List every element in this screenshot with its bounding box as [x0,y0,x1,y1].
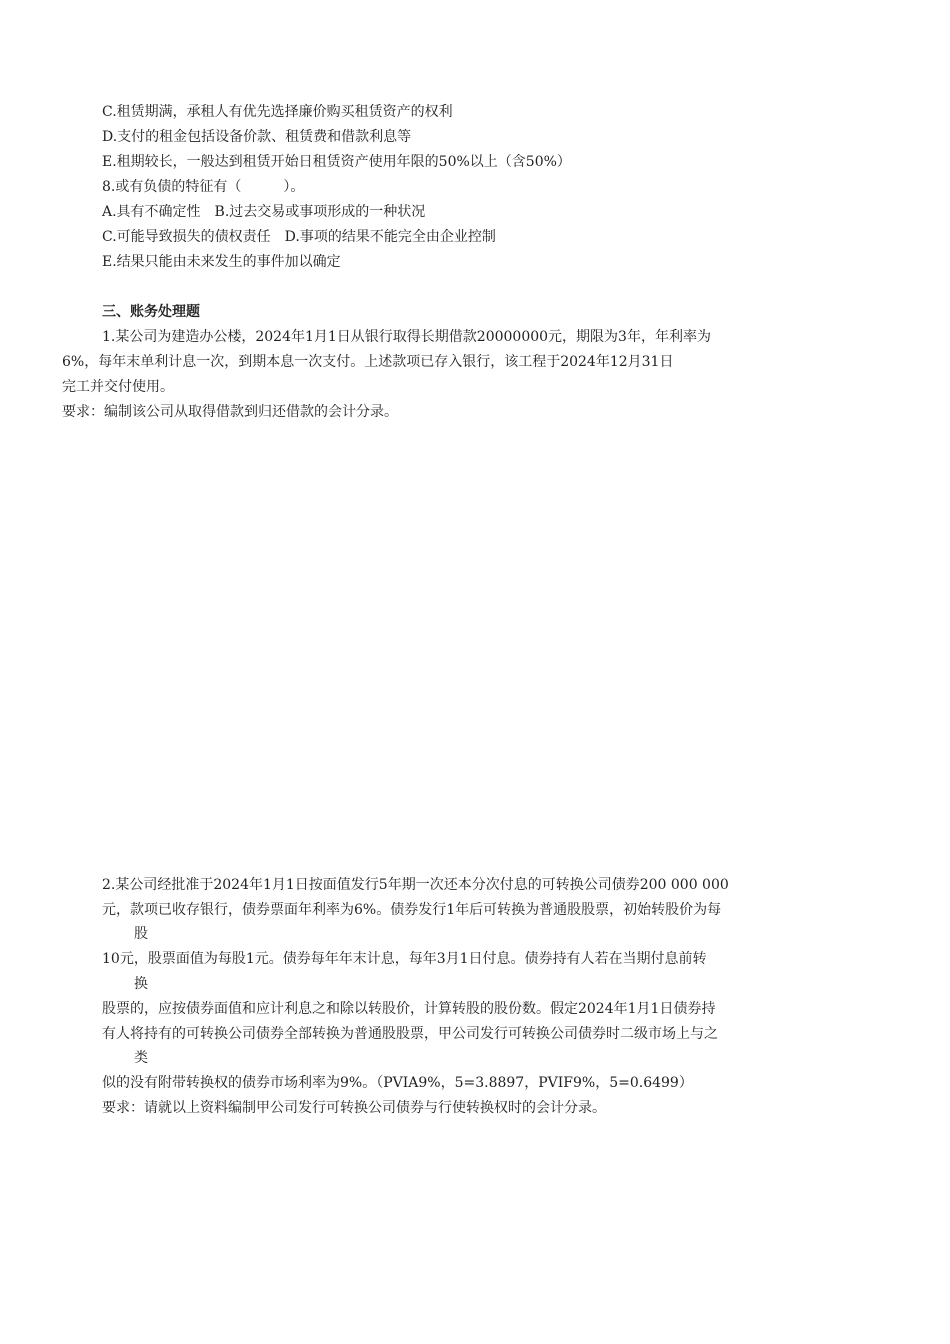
q2-line-5: 换 [134,976,148,992]
q1-line-2: 6%，每年末单利计息一次，到期本息一次支付。上述款项已存入银行，该工程于2024年12月31日 [62,354,674,370]
q8-option-ab: A.具有不确定性 B.过去交易或事项形成的一种状况 [102,204,426,220]
q2-line-1: 2.某公司经批准于2024年1月1日按面值发行5年期一次还本分次付息的可转换公司债券200 000 000 [102,877,729,893]
q1-line-1: 1.某公司为建造办公楼，2024年1月1日从银行取得长期借款20000000元，期限为3年，年利率为 [102,329,711,345]
q2-line-7: 有人将持有的可转换公司债券全部转换为普通股股票，甲公司发行可转换公司债券时二级市场上与之 [102,1026,718,1042]
q7-option-c: C.租赁期满，承租人有优先选择廉价购买租赁资产的权利 [102,104,453,120]
q1-line-3: 完工并交付使用。 [62,379,174,395]
q2-requirement: 要求：请就以上资料编制甲公司发行可转换公司债券与行使转换权时的会计分录。 [102,1100,606,1116]
q8-option-cd: C.可能导致损失的债权责任 D.事项的结果不能完全由企业控制 [102,229,496,245]
q2-line-4: 10元，股票面值为每股1元。债券每年年末计息，每年3月1日付息。债券持有人若在当期付息前转 [102,951,707,967]
q7-option-d: D.支付的租金包括设备价款、租赁费和借款利息等 [102,129,412,145]
q2-line-6: 股票的，应按债券面值和应计利息之和除以转股价，计算转股的股份数。假定2024年1月1日债券持 [102,1001,716,1017]
q7-option-e: E.租期较长，一般达到租赁开始日租赁资产使用年限的50%以上（含50%） [102,154,571,170]
q2-line-3: 股 [134,926,148,942]
q8-option-e: E.结果只能由未来发生的事件加以确定 [102,254,341,270]
q2-line-8: 类 [134,1050,148,1066]
section-heading: 三、账务处理题 [102,304,200,320]
q2-line-2: 元，款项已收存银行，债券票面年利率为6%。债券发行1年后可转换为普通股股票，初始转股价为每 [102,902,722,918]
q1-requirement: 要求：编制该公司从取得借款到归还借款的会计分录。 [62,404,398,420]
q2-line-9: 似的没有附带转换权的债券市场利率为9%。（PVIA9%，5=3.8897，PVIF9%，5=0.6499） [102,1075,693,1091]
q8-stem: 8.或有负债的特征有（ ）。 [102,179,305,195]
